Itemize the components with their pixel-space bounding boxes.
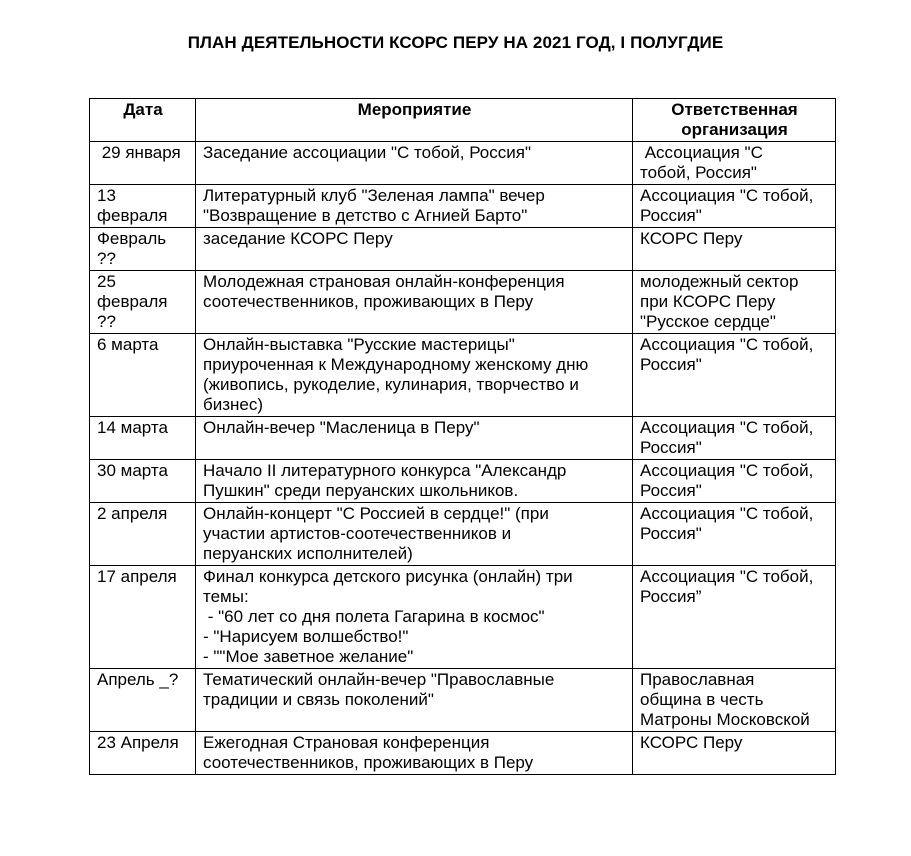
org-cell [633,185,836,228]
event-cell [196,669,633,732]
org-cell-line: Ассоциация "С тобой, [640,567,814,586]
event-cell-line: Заседание ассоциации "С тобой, Россия" [203,143,531,162]
event-cell-line: - "60 лет со дня полета Гагарина в космос" [203,607,545,626]
event-cell-line: бизнес) [203,395,264,414]
table-row [90,566,836,669]
event-cell-line: - "Нарисуем волшебство!" [203,627,409,646]
event-cell [196,460,633,503]
table-row [90,142,836,185]
date-cell-line: февраля [97,292,168,311]
plan-table [89,98,836,775]
org-cell [633,460,836,503]
table-row [90,185,836,228]
org-cell-line: Россия” [640,587,702,606]
date-cell [90,460,196,503]
org-cell-line: КСОРС Перу [640,229,743,248]
org-cell-line: молодежный сектор [640,272,799,291]
date-cell-line: ?? [97,249,116,268]
event-cell-line: Литературный клуб "Зеленая лампа" вечер [203,186,545,205]
date-cell [90,142,196,185]
header-event: Мероприятие [196,99,633,142]
event-cell [196,417,633,460]
table-row [90,271,836,334]
org-cell [633,142,836,185]
date-cell [90,732,196,775]
event-cell-line: Ежегодная Страновая конференция [203,733,490,752]
org-cell-line: Православная [640,670,755,689]
org-cell-line: КСОРС Перу [640,733,743,752]
date-cell [90,271,196,334]
event-cell [196,566,633,669]
event-cell [196,732,633,775]
event-cell-line: участии артистов-соотечественников и [203,524,512,543]
date-cell [90,503,196,566]
table-row [90,460,836,503]
event-cell-line: Онлайн-выставка "Русские мастерицы" [203,335,515,354]
date-cell [90,228,196,271]
org-cell-line: "Русское сердце" [640,312,776,331]
date-cell-line: февраля [97,206,168,225]
org-cell [633,503,836,566]
event-cell-line: Пушкин" среди перуанских школьников. [203,481,519,500]
org-cell [633,417,836,460]
org-cell-line: Ассоциация "С [640,143,763,162]
date-cell-line: 13 [97,186,116,205]
event-cell-line: - ""Мое заветное желание" [203,647,414,666]
date-cell [90,669,196,732]
event-cell-line: Финал конкурса детского рисунка (онлайн) три [203,567,573,586]
date-cell [90,566,196,669]
event-cell-line: Онлайн-вечер "Масленица в Перу" [203,418,480,437]
event-cell [196,142,633,185]
org-cell [633,228,836,271]
header-org [633,99,836,142]
table-row [90,732,836,775]
event-cell-line: "Возвращение в детство с Агнией Барто" [203,206,528,225]
org-cell-line: Ассоциация "С тобой, [640,461,814,480]
table-row [90,334,836,417]
date-cell [90,185,196,228]
event-cell-line: перуанских исполнителей) [203,544,413,563]
org-cell-line: Россия" [640,524,702,543]
org-cell [633,732,836,775]
event-cell-line: традиции и связь поколений" [203,690,434,709]
event-cell-line: соотечественников, проживающих в Перу [203,292,534,311]
org-cell-line: Ассоциация "С тобой, [640,335,814,354]
event-cell-line: Тематический онлайн-вечер "Православные [203,670,555,689]
date-cell-line: 6 марта [97,335,159,354]
header-date: Дата [90,99,196,142]
date-cell-line: 17 апреля [97,567,177,586]
org-cell-line: Ассоциация "С тобой, [640,186,814,205]
org-cell [633,566,836,669]
event-cell [196,185,633,228]
event-cell-line: темы: [203,587,249,606]
org-cell-line: тобой, Россия" [640,163,757,182]
event-cell-line: (живопись, рукоделие, кулинария, творчество и [203,375,579,394]
event-cell-line: Молодежная страновая онлайн-конференция [203,272,565,291]
date-cell-line: 14 марта [97,418,168,437]
org-cell-line: Ассоциация "С тобой, [640,418,814,437]
header-org-line: Ответственная [671,100,798,119]
date-cell-line: 25 [97,272,116,291]
header-org-line: организация [681,120,788,139]
table-row [90,228,836,271]
date-cell-line: 29 января [97,143,181,162]
table-row [90,503,836,566]
date-cell-line: Апрель _? [97,670,179,689]
org-cell-line: община в честь [640,690,764,709]
date-cell-line: 23 Апреля [97,733,179,752]
event-cell-line: Онлайн-концерт "С Россией в сердце!" (при [203,504,549,523]
date-cell-line: 2 апреля [97,504,168,523]
date-cell-line: ?? [97,312,116,331]
org-cell [633,669,836,732]
org-cell-line: Матроны Московской [640,710,810,729]
event-cell [196,228,633,271]
date-cell-line: 30 марта [97,461,168,480]
org-cell-line: Россия" [640,438,702,457]
event-cell-line: Начало II литературного конкурса "Александр [203,461,567,480]
document-title: ПЛАН ДЕЯТЕЛЬНОСТИ КСОРС ПЕРУ НА 2021 ГОД, I ПОЛУГДИЕ [187,33,724,52]
event-cell-line: соотечественников, проживающих в Перу [203,753,534,772]
org-cell-line: при КСОРС Перу [640,292,776,311]
table-header-row [90,99,836,142]
event-cell-line: заседание КСОРС Перу [203,229,393,248]
org-cell-line: Россия" [640,481,702,500]
event-cell [196,334,633,417]
date-cell [90,334,196,417]
event-cell [196,503,633,566]
org-cell-line: Россия" [640,206,702,225]
org-cell-line: Россия" [640,355,702,374]
date-cell [90,417,196,460]
event-cell [196,271,633,334]
table-row [90,417,836,460]
event-cell-line: приуроченная к Международному женскому дню [203,355,589,374]
org-cell [633,271,836,334]
org-cell-line: Ассоциация "С тобой, [640,504,814,523]
org-cell [633,334,836,417]
date-cell-line: Февраль [97,229,167,248]
table-row [90,669,836,732]
